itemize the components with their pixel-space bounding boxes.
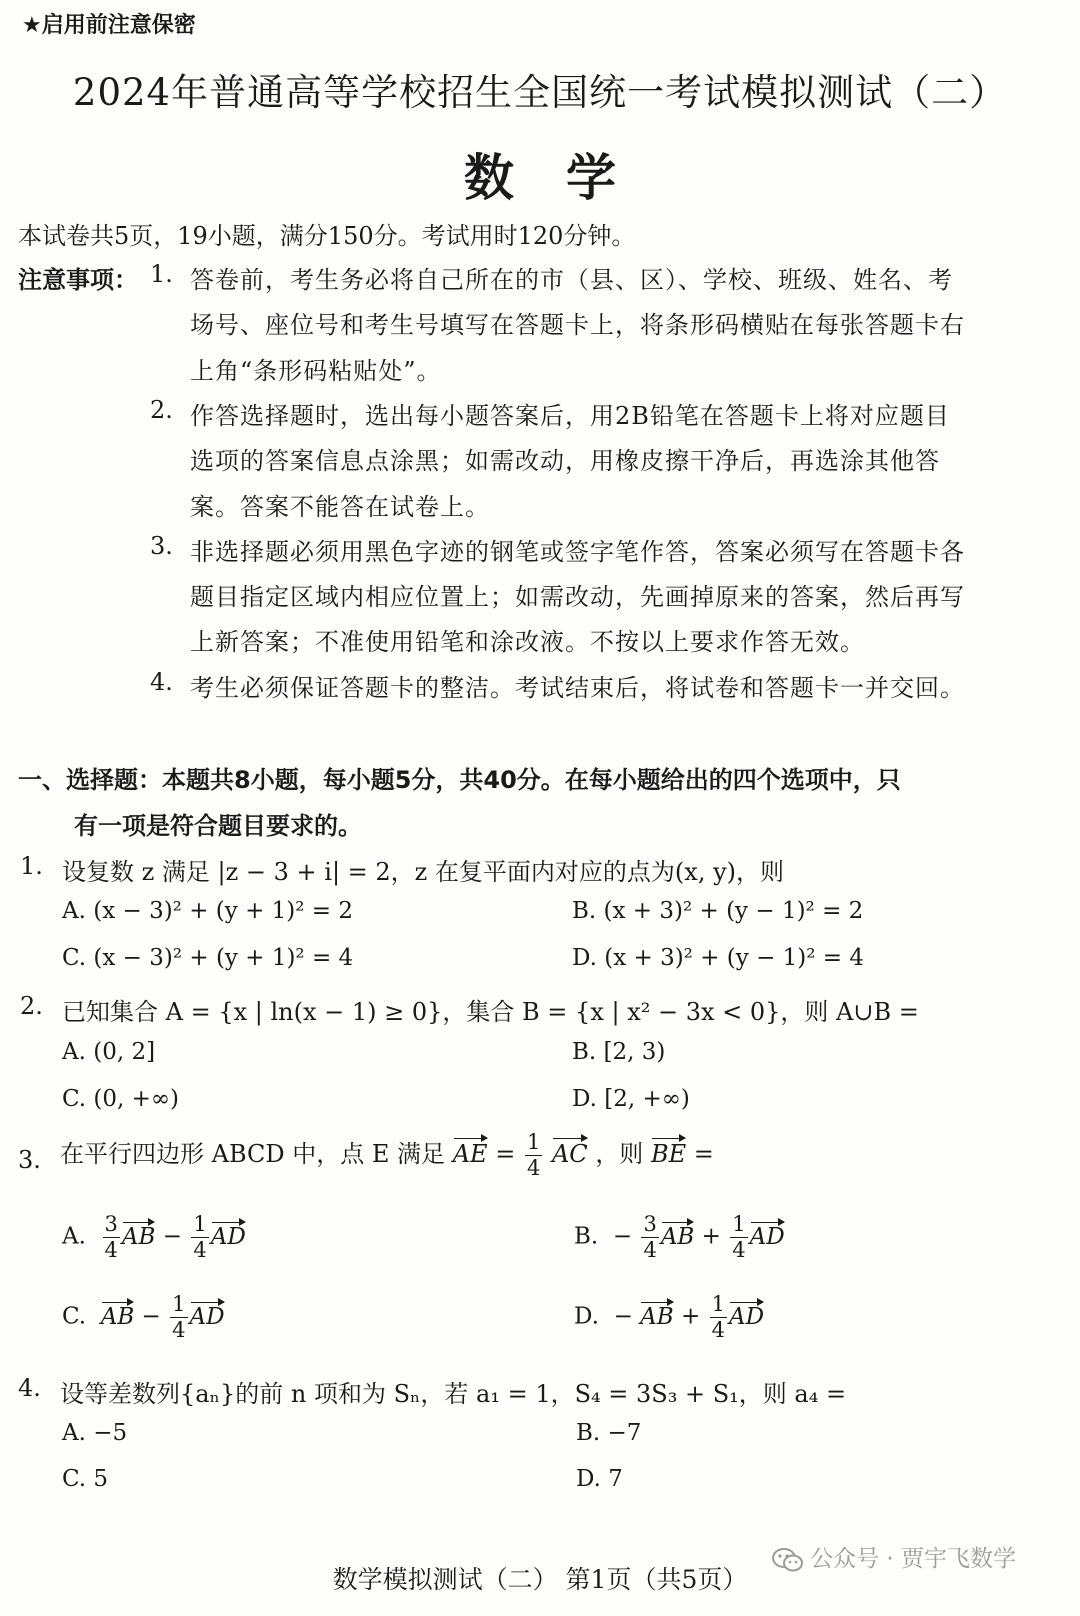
q2-option-d: D. [2, +∞) [572,1086,690,1112]
exam-title: 2024年普通高等学校招生全国统一考试模拟测试（二） [72,71,1008,114]
exam-intro: 本试卷共5页，19小题，满分150分。考试用时120分钟。 [18,222,636,250]
q4-option-c: C. 5 [62,1466,109,1492]
notice-2-line-1: 作答选择题时，选出每小题答案后，用2B铅笔在答题卡上将对应题目 [190,402,950,430]
page-footer: 数学模拟测试（二） 第1页（共5页） [332,1565,748,1594]
q3-option-d: D. − AB + $\frac{1}{4}$ AD [574,1292,765,1342]
confidential-label: ★启用前注意保密 [22,13,196,38]
notice-1-num: 1. [150,260,173,288]
vector-ab: AB [660,1223,695,1250]
notice-2-line-2: 选项的答案信息点涂黑；如需改动，用橡皮擦干净后，再选涂其他答 [190,447,940,475]
q2-stem: 已知集合 A = {x | ln(x − 1) ≥ 0}，集合 B = {x | x² − 3x < 0}，则 A∪B = [62,998,919,1026]
q2-option-c: C. (0, +∞) [62,1086,180,1112]
q1-option-d: D. (x + 3)² + (y − 1)² = 4 [572,945,865,971]
section-1-heading: 一、选择题：本题共8小题，每小题5分，共40分。在每小题给出的四个选项中，只 [18,766,901,794]
notice-3-line-2: 题目指定区域内相应位置上；如需改动，先画掉原来的答案，然后再写 [190,583,965,611]
q2-option-a: A. (0, 2] [62,1039,156,1065]
subject-title: 数学 [464,148,668,207]
q4-option-d: D. 7 [576,1466,623,1492]
vector-ac: AC [551,1140,588,1168]
equals-sign: = [693,1140,714,1168]
notice-4-num: 4. [150,668,173,696]
q1-option-a: A. (x − 3)² + (y + 1)² = 2 [62,898,354,924]
notice-3-num: 3. [150,532,173,560]
q1-stem: 设复数 z 满足 |z − 3 + i| = 2，z 在复平面内对应的点为(x, y)，则 [62,858,785,886]
vector-ae: AE [452,1140,488,1168]
notice-label: 注意事项： [18,266,138,294]
notice-1-line-2: 场号、座位号和考生号填写在答题卡上，将条形码横贴在每张答题卡右 [190,311,965,339]
q4-stem: 设等差数列{aₙ}的前 n 项和为 Sₙ，若 a₁ = 1，S₄ = 3S₃ + S₁，则 a₄ = [60,1380,847,1408]
q1-option-c: C. (x − 3)² + (y + 1)² = 4 [62,945,354,971]
q3-option-b: B. − $\frac{3}{4}$ AB + $\frac{1}{4}$ AD [574,1212,785,1262]
notice-2-line-3: 案。答案不能答在试卷上。 [190,493,490,521]
notice-3-line-1: 非选择题必须用黑色字迹的钢笔或签字笔作答，答案必须写在答题卡各 [190,538,965,566]
q3-stem-text: 在平行四边形 ABCD 中，点 E 满足 [60,1140,446,1168]
q3-stem-mid: ，则 [595,1140,644,1168]
q4-option-b: B. −7 [576,1420,642,1446]
vector-ad: AD [749,1223,785,1250]
q2-number: 2. [20,992,43,1020]
q1-option-b: B. (x + 3)² + (y − 1)² = 2 [572,898,864,924]
vector-ab: AB [640,1303,674,1330]
notice-1-line-1: 答卷前，考生务必将自己所在的市（县、区）、学校、班级、姓名、考 [190,266,953,294]
section-1-heading-cont: 有一项是符合题目要求的。 [74,812,362,840]
notice-2-num: 2. [150,396,173,424]
notice-1-line-3: 上角“条形码粘贴处”。 [190,357,442,385]
q3-option-c: C. AB − $\frac{1}{4}$ AD [62,1292,225,1342]
vector-ad: AD [728,1303,765,1330]
vector-ab: AB [100,1303,135,1330]
notice-3-line-3: 上新答案；不准使用铅笔和涂改液。不按以上要求作答无效。 [190,628,865,656]
vector-ab: AB [121,1223,156,1250]
vector-ad: AD [189,1303,225,1330]
q4-option-a: A. −5 [62,1420,128,1446]
q4-number: 4. [18,1374,41,1402]
watermark-text: 公众号 · 贾宇飞数学 [810,1546,1016,1572]
equals-sign: = [495,1140,516,1168]
q1-number: 1. [20,852,43,880]
fraction-one-quarter: $\frac{1}{4}$ [526,1130,541,1180]
q3-number: 3. [18,1146,41,1174]
vector-be: BE [650,1140,687,1168]
q2-option-b: B. [2, 3) [572,1039,666,1065]
q3-stem [60,1132,714,1179]
vector-ad: AD [210,1223,246,1250]
notice-4-line-1: 考生必须保证答题卡的整洁。考试结束后，将试卷和答题卡一并交回。 [190,674,965,702]
q3-option-a: A. $\frac{3}{4}$ AB − $\frac{1}{4}$ AD [62,1212,246,1262]
